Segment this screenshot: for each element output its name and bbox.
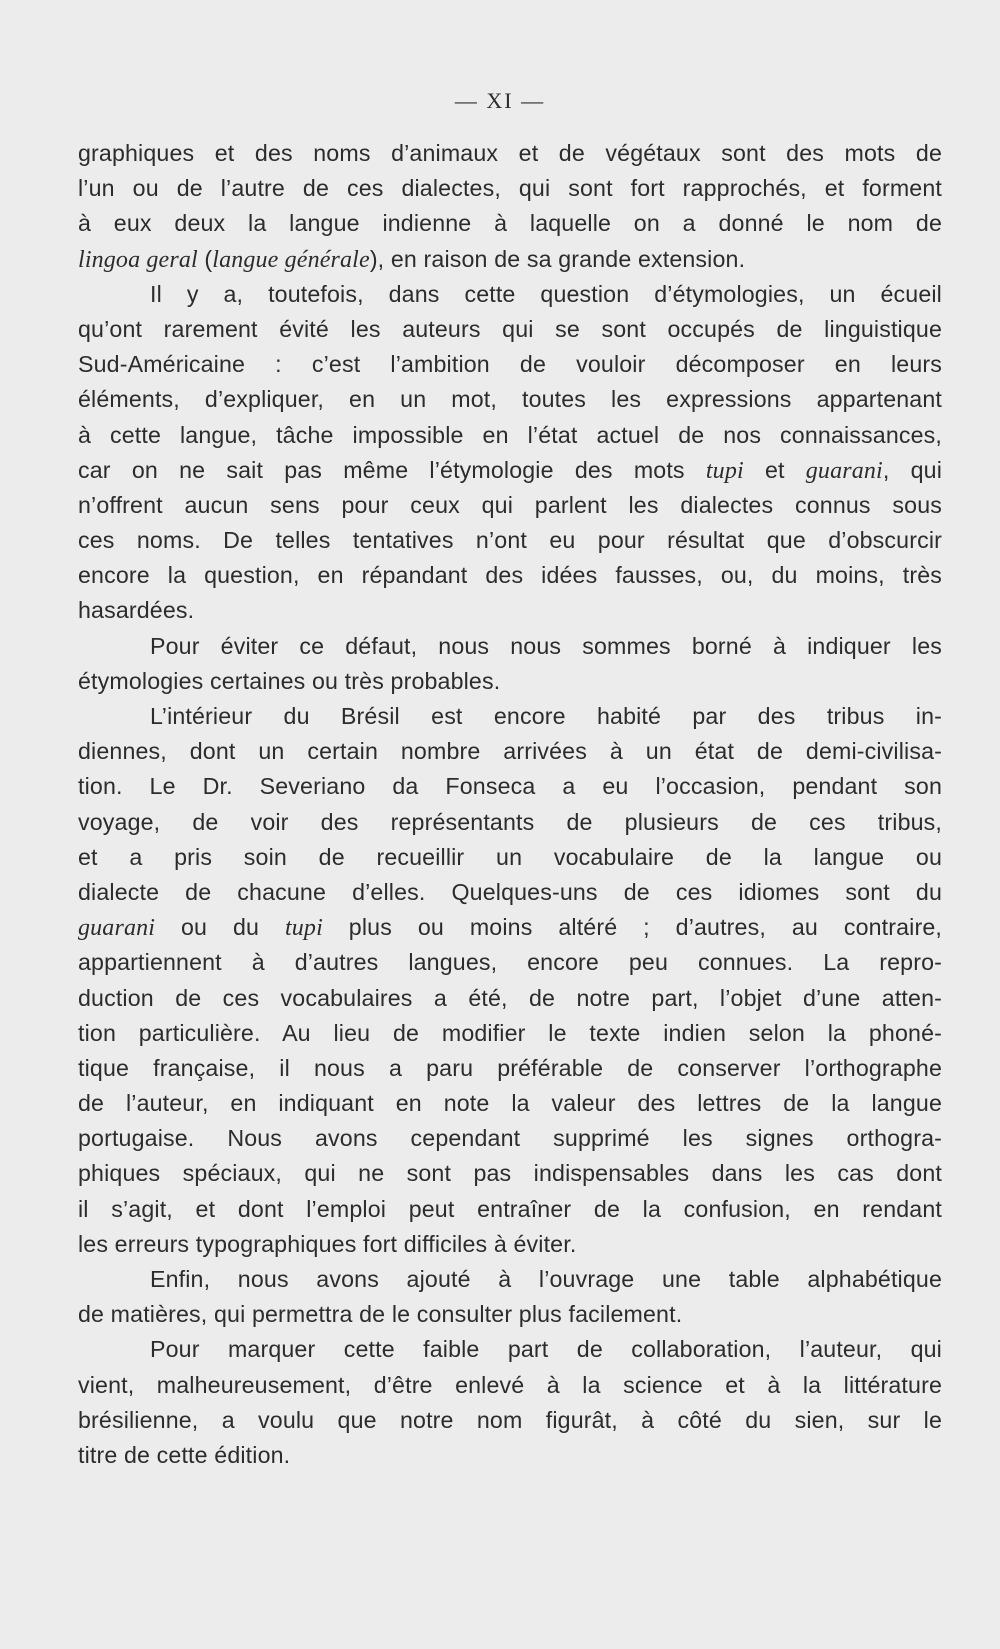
- text-line: et a pris soin de recueillir un vocabulaire de la langue ou: [78, 843, 942, 870]
- text-line: encore la question, en répandant des idées fausses, ou, du moins, très: [78, 562, 942, 589]
- italic-term: langue générale: [212, 246, 370, 273]
- text-line: vient, malheureusement, d’être enlevé à la science et à la littérature: [78, 1371, 942, 1398]
- text-line: tion. Le Dr. Severiano da Fonseca a eu l’occasion, pendant son: [78, 773, 942, 800]
- text-span: et: [743, 456, 806, 483]
- text-line: hasardées.: [78, 597, 195, 624]
- italic-term: tupi: [705, 457, 744, 484]
- text-line: l’un ou de l’autre de ces dialectes, qui sont fort rapprochés, et forment: [78, 175, 942, 202]
- italic-term: tupi: [284, 915, 323, 942]
- text-span: ou du: [155, 914, 285, 941]
- italic-term: guarani: [78, 915, 156, 942]
- text-line: diennes, dont un certain nombre arrivées à un état de demi-civilisa-: [78, 738, 942, 765]
- text-line: ces noms. De telles tentatives n’ont eu pour résultat que d’obscurcir: [78, 527, 942, 554]
- text-line: brésilienne, a voulu que notre nom figurât, à côté du sien, sur le: [78, 1406, 942, 1433]
- text-line: tique française, il nous a paru préférable de conserver l’orthographe: [78, 1054, 942, 1081]
- text-line: à cette langue, tâche impossible en l’état actuel de nos connaissances,: [78, 421, 942, 448]
- text-line: [78, 453, 942, 488]
- text-line: voyage, de voir des représentants de plusieurs de ces tribus,: [78, 808, 942, 835]
- text-line: étymologies certaines ou très probables.: [78, 667, 501, 694]
- text-line: portugaise. Nous avons cependant supprimé les signes orthogra-: [78, 1125, 942, 1152]
- body-text: [78, 136, 942, 1473]
- text-span: car on ne sait pas même l’étymologie des mots: [78, 456, 706, 483]
- text-line: duction de ces vocabulaires a été, de notre part, l’objet d’une atten-: [78, 984, 942, 1011]
- text-line: Il y a, toutefois, dans cette question d’étymologies, un écueil: [150, 280, 942, 307]
- text-line: éléments, d’expliquer, en un mot, toutes les expressions appartenant: [78, 386, 942, 413]
- page-number: — XI —: [454, 88, 546, 113]
- text-line: qu’ont rarement évité les auteurs qui se sont occupés de linguistique: [78, 315, 942, 342]
- text-line: de matières, qui permettra de le consulter plus facilement.: [78, 1301, 683, 1328]
- text-line: tion particulière. Au lieu de modifier le texte indien selon la phoné-: [78, 1019, 942, 1046]
- text-span: (: [197, 245, 213, 272]
- text-line: Pour marquer cette faible part de collaboration, l’auteur, qui: [150, 1336, 942, 1363]
- text-line: Enfin, nous avons ajouté à l’ouvrage une table alphabétique: [150, 1266, 942, 1292]
- text-line: graphiques et des noms d’animaux et de végétaux sont des mots de: [78, 140, 942, 166]
- text-line: L’intérieur du Brésil est encore habité par des tribus in-: [150, 703, 942, 729]
- text-span: plus ou moins altéré ; d’autres, au contraire,: [322, 914, 942, 941]
- italic-term: guarani: [805, 457, 883, 484]
- text-span: ), en raison de sa grande extension.: [369, 245, 746, 272]
- text-line: Pour éviter ce défaut, nous nous sommes borné à indiquer les: [150, 632, 942, 659]
- italic-term: lingoa geral: [78, 246, 198, 273]
- text-line: Sud-Américaine : c’est l’ambition de vouloir décomposer en leurs: [78, 351, 942, 378]
- text-line: dialecte de chacune d’elles. Quelques-uns de ces idiomes sont du: [78, 878, 942, 905]
- text-line: de l’auteur, en indiquant en note la valeur des lettres de la langue: [78, 1090, 942, 1117]
- text-line: il s’agit, et dont l’emploi peut entraîner de la confusion, en rendant: [78, 1195, 942, 1222]
- text-line: n’offrent aucun sens pour ceux qui parlent les dialectes connus sous: [78, 491, 942, 518]
- text-line: [78, 910, 942, 945]
- text-line: à eux deux la langue indienne à laquelle on a donné le nom de: [78, 210, 942, 237]
- text-line: titre de cette édition.: [78, 1441, 291, 1468]
- text-line: [78, 242, 942, 277]
- text-line: phiques spéciaux, qui ne sont pas indispensables dans les cas dont: [78, 1160, 942, 1187]
- text-line: les erreurs typographiques fort difficiles à éviter.: [78, 1230, 577, 1257]
- text-span: , qui: [882, 456, 942, 483]
- text-line: appartiennent à d’autres langues, encore peu connues. La repro-: [78, 949, 942, 976]
